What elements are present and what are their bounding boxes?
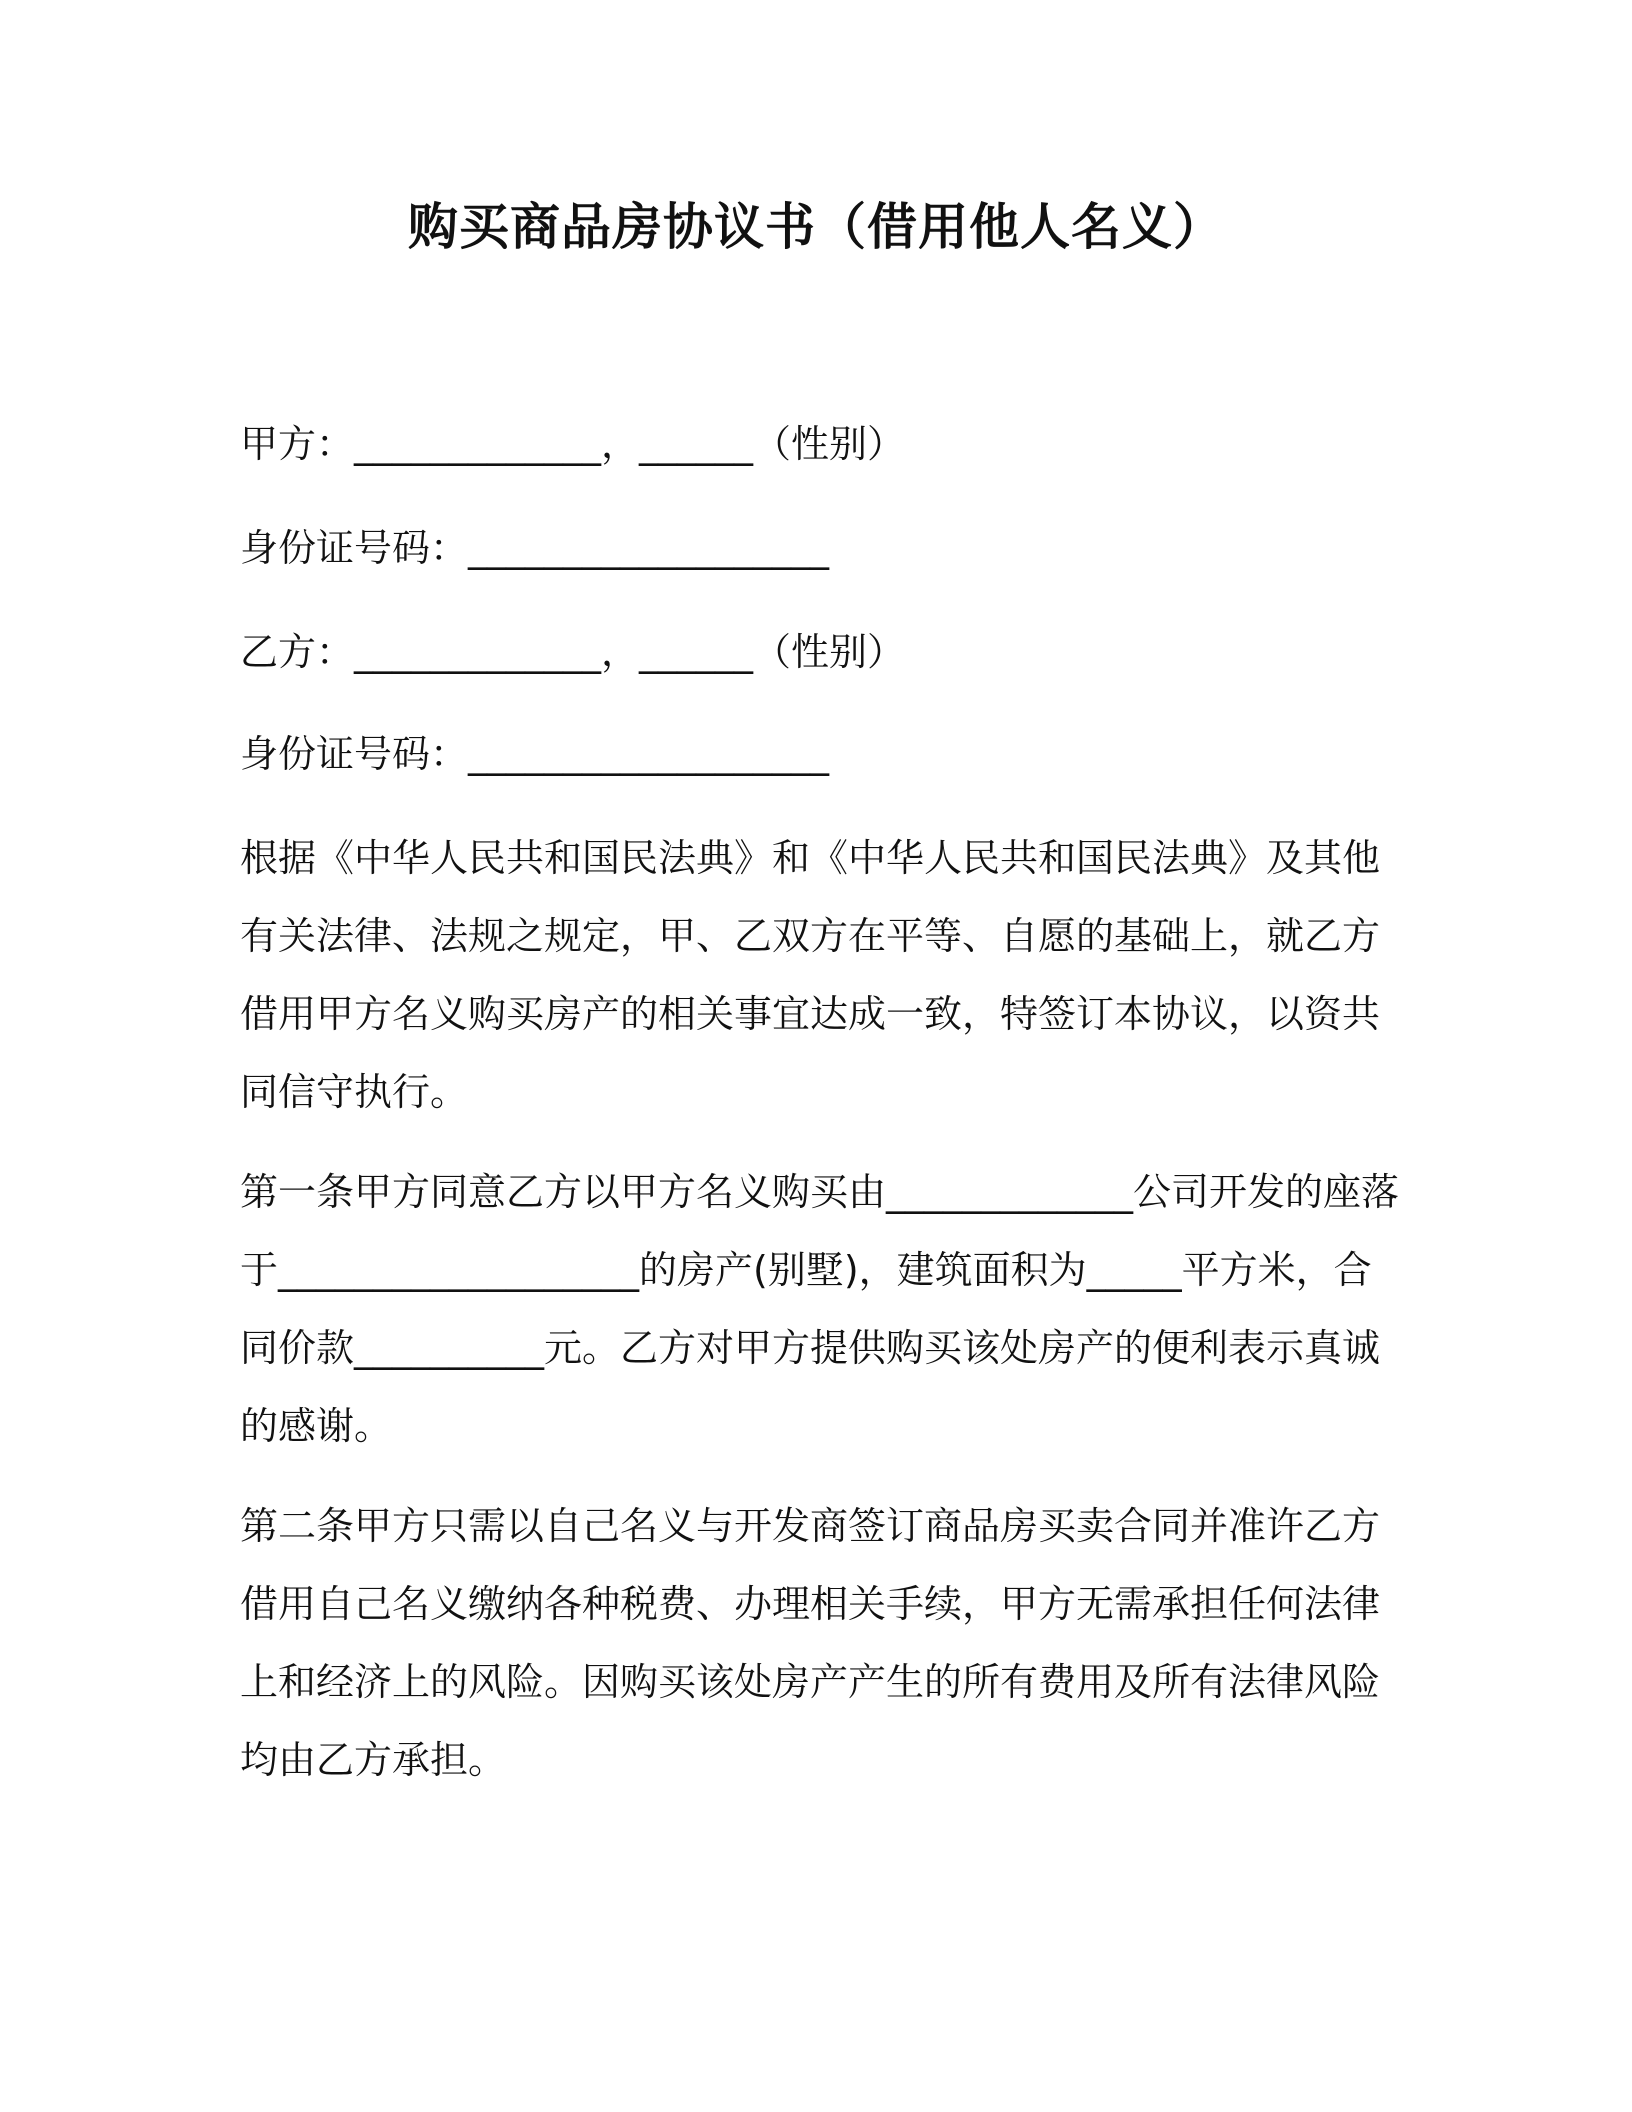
article-2-line: 第二条甲方只需以自己名义与开发商签订商品房买卖合同并准许乙方 xyxy=(240,1504,1381,1548)
document-title: 购买商品房协议书（借用他人名义） xyxy=(408,198,1224,256)
preamble-paragraph xyxy=(240,830,1400,1142)
preamble-line: 同信守执行。 xyxy=(240,1070,469,1114)
article-1-line: 第一条甲方同意乙方以甲方名义购买由_____________公司开发的座落 xyxy=(240,1170,1400,1214)
preamble-line: 借用甲方名义购买房产的相关事宜达成一致，特签订本协议，以资共 xyxy=(240,992,1381,1036)
article-1-line: 同价款__________元。乙方对甲方提供购买该处房产的便利表示真诚 xyxy=(240,1326,1381,1370)
article-2-line: 均由乙方承担。 xyxy=(240,1738,507,1782)
party-b-id-line: 身份证号码：___________________ xyxy=(240,732,830,776)
article-2-paragraph xyxy=(240,1498,1400,1810)
party-a-line: 甲方：_____________，______（性别） xyxy=(240,422,906,466)
preamble-line: 根据《中华人民共和国民法典》和《中华人民共和国民法典》及其他 xyxy=(240,836,1381,880)
article-1-paragraph xyxy=(240,1164,1400,1476)
article-1-line: 的感谢。 xyxy=(240,1404,393,1448)
article-2-line: 上和经济上的风险。因购买该处房产产生的所有费用及所有法律风险 xyxy=(240,1660,1381,1704)
article-1-line: 于___________________的房产(别墅)，建筑面积为_____平方米，合 xyxy=(240,1248,1372,1292)
preamble-line: 有关法律、法规之规定，甲、乙双方在平等、自愿的基础上，就乙方 xyxy=(240,914,1381,958)
party-b-line: 乙方：_____________，______（性别） xyxy=(240,630,906,674)
party-a-id-line: 身份证号码：___________________ xyxy=(240,526,830,570)
article-2-line: 借用自己名义缴纳各种税费、办理相关手续，甲方无需承担任何法律 xyxy=(240,1582,1381,1626)
